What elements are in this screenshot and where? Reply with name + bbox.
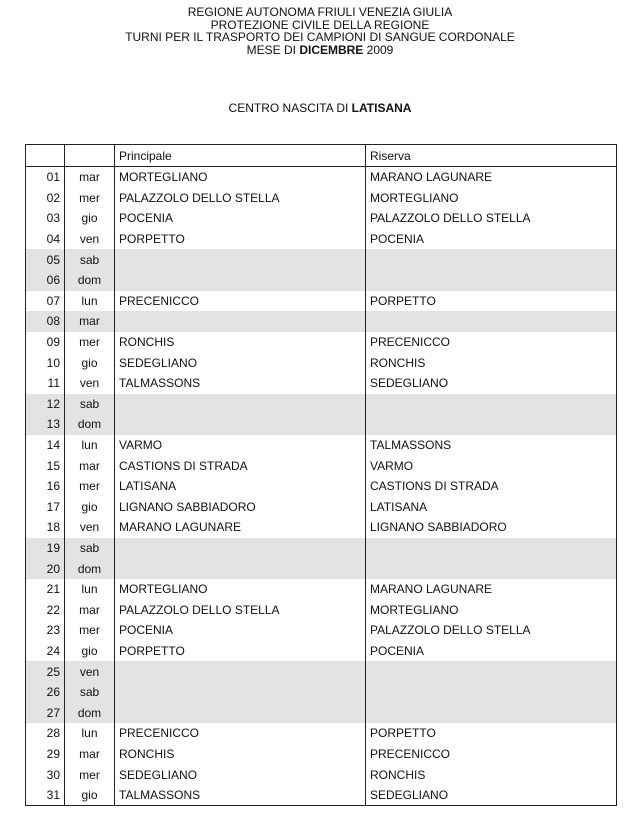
header-weekday bbox=[65, 145, 115, 167]
riserva-cell: RONCHIS bbox=[366, 764, 617, 785]
weekday-cell: ven bbox=[65, 661, 115, 682]
riserva-cell: LATISANA bbox=[366, 497, 617, 518]
day-cell: 01 bbox=[26, 167, 65, 188]
day-cell: 30 bbox=[26, 764, 65, 785]
weekday-cell: dom bbox=[65, 702, 115, 723]
weekday-cell: mer bbox=[65, 620, 115, 641]
turni-table bbox=[25, 144, 617, 806]
header-region: REGIONE AUTONOMA FRIULI VENEZIA GIULIA bbox=[187, 5, 453, 19]
principale-cell bbox=[115, 249, 366, 270]
table-row bbox=[26, 661, 617, 682]
principale-cell: TALMASSONS bbox=[115, 785, 366, 806]
header-month-year: 2009 bbox=[363, 42, 394, 57]
day-cell: 20 bbox=[26, 558, 65, 579]
day-cell: 27 bbox=[26, 702, 65, 723]
weekday-cell: mer bbox=[65, 188, 115, 209]
riserva-cell: PRECENICCO bbox=[366, 744, 617, 765]
header-subject: TURNI PER IL TRASPORTO DEI CAMPIONI DI SANGUE CORDONALE bbox=[125, 30, 515, 44]
weekday-cell: sab bbox=[65, 682, 115, 703]
riserva-cell: POCENIA bbox=[366, 641, 617, 662]
riserva-cell bbox=[366, 702, 617, 723]
weekday-cell: sab bbox=[65, 249, 115, 270]
day-cell: 18 bbox=[26, 517, 65, 538]
table-row bbox=[26, 785, 617, 806]
table-row bbox=[26, 229, 617, 250]
principale-cell bbox=[115, 311, 366, 332]
weekday-cell: lun bbox=[65, 723, 115, 744]
day-cell: 24 bbox=[26, 641, 65, 662]
day-cell: 04 bbox=[26, 229, 65, 250]
principale-cell: CASTIONS DI STRADA bbox=[115, 455, 366, 476]
header-riserva: Riserva bbox=[366, 145, 617, 167]
weekday-cell: ven bbox=[65, 229, 115, 250]
table-row bbox=[26, 579, 617, 600]
weekday-cell: sab bbox=[65, 394, 115, 415]
riserva-cell: RONCHIS bbox=[366, 352, 617, 373]
riserva-cell: PRECENICCO bbox=[366, 332, 617, 353]
day-cell: 21 bbox=[26, 579, 65, 600]
principale-cell: PRECENICCO bbox=[115, 723, 366, 744]
table-row bbox=[26, 373, 617, 394]
table-row bbox=[26, 517, 617, 538]
weekday-cell: ven bbox=[65, 517, 115, 538]
riserva-cell bbox=[366, 414, 617, 435]
riserva-cell: SEDEGLIANO bbox=[366, 373, 617, 394]
table-row bbox=[26, 599, 617, 620]
table-header-row bbox=[26, 145, 617, 167]
day-cell: 23 bbox=[26, 620, 65, 641]
centro-name: LATISANA bbox=[351, 101, 412, 115]
principale-cell bbox=[115, 682, 366, 703]
day-cell: 15 bbox=[26, 455, 65, 476]
table-row bbox=[26, 291, 617, 312]
weekday-cell: gio bbox=[65, 352, 115, 373]
riserva-cell: MORTEGLIANO bbox=[366, 188, 617, 209]
table-row bbox=[26, 311, 617, 332]
riserva-cell bbox=[366, 558, 617, 579]
principale-cell: TALMASSONS bbox=[115, 373, 366, 394]
table-row bbox=[26, 435, 617, 456]
day-cell: 31 bbox=[26, 785, 65, 806]
weekday-cell: lun bbox=[65, 291, 115, 312]
principale-cell: RONCHIS bbox=[115, 332, 366, 353]
table-row bbox=[26, 270, 617, 291]
principale-cell bbox=[115, 270, 366, 291]
riserva-cell: PORPETTO bbox=[366, 723, 617, 744]
day-cell: 22 bbox=[26, 599, 65, 620]
table-row bbox=[26, 682, 617, 703]
principale-cell bbox=[115, 702, 366, 723]
riserva-cell bbox=[366, 311, 617, 332]
weekday-cell: sab bbox=[65, 538, 115, 559]
principale-cell bbox=[115, 661, 366, 682]
riserva-cell bbox=[366, 661, 617, 682]
weekday-cell: mar bbox=[65, 311, 115, 332]
table-row bbox=[26, 332, 617, 353]
riserva-cell: PORPETTO bbox=[366, 291, 617, 312]
day-cell: 08 bbox=[26, 311, 65, 332]
riserva-cell: PALAZZOLO DELLO STELLA bbox=[366, 208, 617, 229]
day-cell: 29 bbox=[26, 744, 65, 765]
principale-cell bbox=[115, 558, 366, 579]
riserva-cell: POCENIA bbox=[366, 229, 617, 250]
table-row bbox=[26, 497, 617, 518]
principale-cell: MORTEGLIANO bbox=[115, 167, 366, 188]
table-row bbox=[26, 249, 617, 270]
day-cell: 12 bbox=[26, 394, 65, 415]
riserva-cell bbox=[366, 394, 617, 415]
header-month-prefix: MESE DI bbox=[246, 42, 300, 57]
centro-nascita-title bbox=[0, 101, 640, 115]
header-month-name: DICEMBRE bbox=[299, 42, 364, 57]
principale-cell: PALAZZOLO DELLO STELLA bbox=[115, 188, 366, 209]
weekday-cell: gio bbox=[65, 208, 115, 229]
day-cell: 19 bbox=[26, 538, 65, 559]
day-cell: 16 bbox=[26, 476, 65, 497]
riserva-cell: MARANO LAGUNARE bbox=[366, 579, 617, 600]
table-row bbox=[26, 620, 617, 641]
riserva-cell: PALAZZOLO DELLO STELLA bbox=[366, 620, 617, 641]
day-cell: 17 bbox=[26, 497, 65, 518]
day-cell: 02 bbox=[26, 188, 65, 209]
weekday-cell: gio bbox=[65, 785, 115, 806]
table-row bbox=[26, 764, 617, 785]
principale-cell: SEDEGLIANO bbox=[115, 764, 366, 785]
table-row bbox=[26, 476, 617, 497]
day-cell: 05 bbox=[26, 249, 65, 270]
weekday-cell: gio bbox=[65, 641, 115, 662]
principale-cell: PALAZZOLO DELLO STELLA bbox=[115, 599, 366, 620]
principale-cell: VARMO bbox=[115, 435, 366, 456]
day-cell: 09 bbox=[26, 332, 65, 353]
principale-cell: PORPETTO bbox=[115, 641, 366, 662]
day-cell: 14 bbox=[26, 435, 65, 456]
day-cell: 03 bbox=[26, 208, 65, 229]
table-row bbox=[26, 414, 617, 435]
table-body bbox=[26, 167, 617, 806]
riserva-cell bbox=[366, 682, 617, 703]
riserva-cell bbox=[366, 249, 617, 270]
table-row bbox=[26, 723, 617, 744]
weekday-cell: lun bbox=[65, 579, 115, 600]
centro-prefix: CENTRO NASCITA DI bbox=[228, 101, 352, 115]
table-row bbox=[26, 455, 617, 476]
principale-cell: LATISANA bbox=[115, 476, 366, 497]
weekday-cell: dom bbox=[65, 558, 115, 579]
weekday-cell: dom bbox=[65, 270, 115, 291]
header-day bbox=[26, 145, 65, 167]
document-header bbox=[0, 6, 640, 56]
riserva-cell: LIGNANO SABBIADORO bbox=[366, 517, 617, 538]
riserva-cell: MORTEGLIANO bbox=[366, 599, 617, 620]
table-row bbox=[26, 538, 617, 559]
weekday-cell: mer bbox=[65, 764, 115, 785]
table-row bbox=[26, 167, 617, 188]
weekday-cell: mer bbox=[65, 332, 115, 353]
weekday-cell: mar bbox=[65, 599, 115, 620]
principale-cell bbox=[115, 414, 366, 435]
header-principale: Principale bbox=[115, 145, 366, 167]
table-row bbox=[26, 394, 617, 415]
weekday-cell: mar bbox=[65, 744, 115, 765]
table-row bbox=[26, 558, 617, 579]
riserva-cell: CASTIONS DI STRADA bbox=[366, 476, 617, 497]
day-cell: 07 bbox=[26, 291, 65, 312]
principale-cell bbox=[115, 394, 366, 415]
table-row bbox=[26, 702, 617, 723]
weekday-cell: gio bbox=[65, 497, 115, 518]
riserva-cell: SEDEGLIANO bbox=[366, 785, 617, 806]
weekday-cell: dom bbox=[65, 414, 115, 435]
principale-cell: POCENIA bbox=[115, 208, 366, 229]
riserva-cell bbox=[366, 270, 617, 291]
principale-cell: POCENIA bbox=[115, 620, 366, 641]
principale-cell: MARANO LAGUNARE bbox=[115, 517, 366, 538]
weekday-cell: ven bbox=[65, 373, 115, 394]
weekday-cell: lun bbox=[65, 435, 115, 456]
weekday-cell: mar bbox=[65, 455, 115, 476]
header-department: PROTEZIONE CIVILE DELLA REGIONE bbox=[210, 17, 430, 32]
principale-cell: RONCHIS bbox=[115, 744, 366, 765]
riserva-cell bbox=[366, 538, 617, 559]
table-row bbox=[26, 208, 617, 229]
day-cell: 13 bbox=[26, 414, 65, 435]
principale-cell: SEDEGLIANO bbox=[115, 352, 366, 373]
riserva-cell: VARMO bbox=[366, 455, 617, 476]
principale-cell: MORTEGLIANO bbox=[115, 579, 366, 600]
table-row bbox=[26, 188, 617, 209]
principale-cell: PRECENICCO bbox=[115, 291, 366, 312]
day-cell: 06 bbox=[26, 270, 65, 291]
riserva-cell: MARANO LAGUNARE bbox=[366, 167, 617, 188]
day-cell: 10 bbox=[26, 352, 65, 373]
day-cell: 25 bbox=[26, 661, 65, 682]
principale-cell: PORPETTO bbox=[115, 229, 366, 250]
table-row bbox=[26, 641, 617, 662]
day-cell: 28 bbox=[26, 723, 65, 744]
day-cell: 26 bbox=[26, 682, 65, 703]
principale-cell bbox=[115, 538, 366, 559]
weekday-cell: mer bbox=[65, 476, 115, 497]
table-row bbox=[26, 352, 617, 373]
header-month bbox=[0, 44, 640, 57]
weekday-cell: mar bbox=[65, 167, 115, 188]
principale-cell: LIGNANO SABBIADORO bbox=[115, 497, 366, 518]
day-cell: 11 bbox=[26, 373, 65, 394]
riserva-cell: TALMASSONS bbox=[366, 435, 617, 456]
table-row bbox=[26, 744, 617, 765]
